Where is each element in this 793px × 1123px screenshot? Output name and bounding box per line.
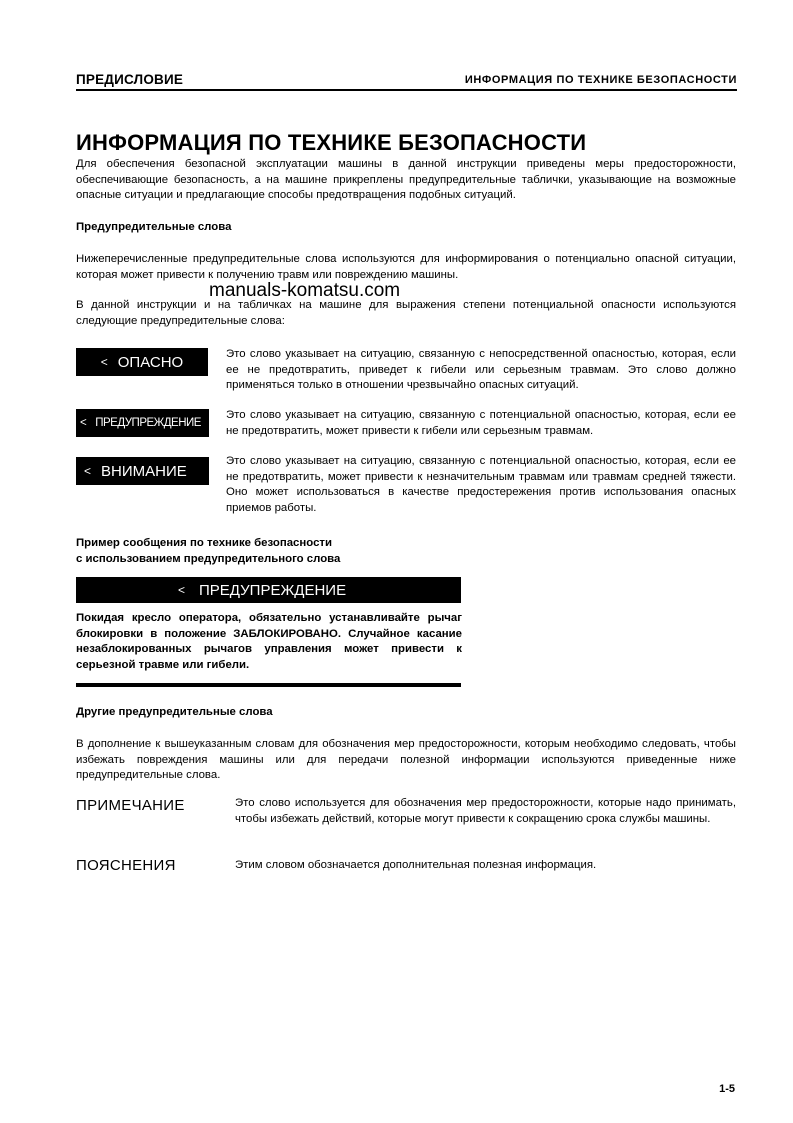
example-warning-label: ПРЕДУПРЕЖДЕНИЕ [199, 581, 347, 599]
explanation-description: Этим словом обозначается дополнительная полезная информация. [235, 859, 597, 871]
explanation-term: ПОЯСНЕНИЯ [76, 857, 176, 874]
warning-description: Это слово указывает на ситуацию, связанную с потенциальной опасностью, которая, если ее не предотвратить, может привести к гибели или серьезным травмам. [226, 409, 736, 437]
caution-label: ВНИМАНИЕ [101, 462, 187, 480]
page-number: 1-5 [719, 1083, 735, 1095]
danger-label-box [76, 348, 208, 376]
signal-words-para1: Нижеперечисленные предупредительные слова используются для информирования о потенциально опасной ситуации, которая может привести к получению травм или повреждению машины. [76, 253, 736, 281]
page-title: ИНФОРМАЦИЯ ПО ТЕХНИКЕ БЕЗОПАСНОСТИ [76, 130, 587, 155]
alert-symbol-icon: < [84, 464, 92, 478]
danger-description: Это слово указывает на ситуацию, связанную с непосредственной опасностью, которая, если ее не предотвратить, приведет к гибели или серьезным травмам. Это слово должно применяться только в отношении чрезвычайно опасных ситуаций. [226, 348, 736, 392]
example-message: Покидая кресло оператора, обязательно устанавливайте рычаг блокировки в положение ЗАБЛОКИРОВАНО. Случайное касание незаблокированных рычагов управления может привести к серьезной травме или гибели. [76, 612, 462, 671]
note-term: ПРИМЕЧАНИЕ [76, 797, 185, 814]
example-heading-line1: Пример сообщения по технике безопасности [76, 537, 332, 549]
other-words-paragraph: В дополнение к вышеуказанным словам для обозначения мер предосторожности, которым необходимо следовать, чтобы избежать повреждения машины или для передачи полезной информации используются приведенные ниже предупредительные слова. [76, 738, 736, 782]
caution-description: Это слово указывает на ситуацию, связанную с потенциальной опасностью, которая, если ее не предотвратить, может привести к незначительным травмам или травмам средней тяжести. Оно может использоваться в качестве предостережения против использования опасных приемов работы. [226, 455, 736, 514]
alert-symbol-icon: < [80, 417, 87, 429]
header-chapter: ИНФОРМАЦИЯ ПО ТЕХНИКЕ БЕЗОПАСНОСТИ [464, 74, 737, 86]
signal-words-para2: В данной инструкции и на табличках на машине для выражения степени потенциальной опасности используются следующие предупредительные слова: [76, 299, 736, 327]
watermark: manuals-komatsu.com [209, 280, 401, 301]
other-words-heading: Другие предупредительные слова [76, 706, 273, 718]
example-heading-line2: с использованием предупредительного слова [76, 553, 341, 565]
warning-label-box [76, 409, 209, 437]
header-section: ПРЕДИСЛОВИЕ [76, 72, 184, 87]
signal-words-heading: Предупредительные слова [76, 221, 232, 233]
danger-label: ОПАСНО [117, 353, 184, 371]
alert-symbol-icon: < [100, 355, 108, 369]
caution-label-box [76, 457, 209, 485]
example-warning-box [76, 577, 461, 603]
example-divider [76, 683, 461, 687]
note-description: Это слово используется для обозначения мер предосторожности, которые надо принимать, чтобы избежать действий, которые могут привести к сокращению срока службы машины. [235, 797, 736, 825]
alert-symbol-icon: < [178, 583, 186, 597]
warning-label: ПРЕДУПРЕЖДЕНИЕ [95, 417, 201, 429]
intro-paragraph: Для обеспечения безопасной эксплуатации машины в данной инструкции приведены меры предосторожности, обеспечивающие безопасность, а на машине прикреплены предупредительные таблички, указывающие на возможные опасные ситуации и предлагающие способы предотвращения подобных ситуаций. [76, 158, 736, 202]
header-divider [76, 89, 737, 91]
